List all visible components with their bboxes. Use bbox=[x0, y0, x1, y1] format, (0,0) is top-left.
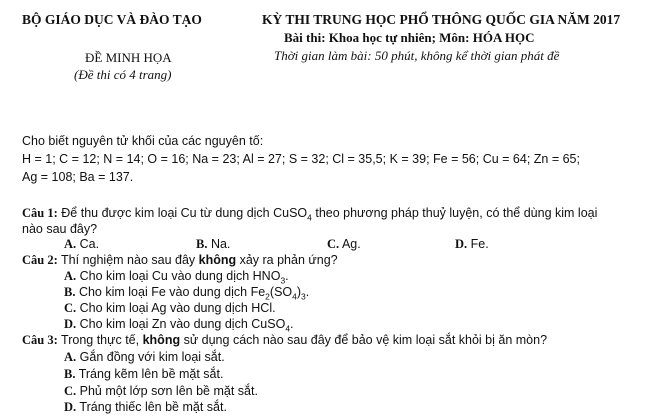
question-text: Để thu được kim loại Cu từ dung dịch CuSO bbox=[61, 206, 308, 220]
question-1-line2: nào sau đây? bbox=[22, 222, 98, 236]
question-label: Câu 2: bbox=[22, 253, 58, 267]
q2-option-b[interactable]: B. Cho kim loại Fe vào dung dịch $Fe_2(SO_4)_3$. bbox=[64, 285, 310, 302]
q3-option-d[interactable]: D. Tráng thiếc lên bề mặt sắt. bbox=[64, 400, 227, 414]
q1-option-b[interactable]: B. Na. bbox=[196, 237, 231, 251]
exam-title: KỲ THI TRUNG HỌC PHỔ THÔNG QUỐC GIA NĂM 2017 bbox=[262, 12, 621, 27]
draft-label: ĐỀ MINH HỌA bbox=[85, 50, 172, 65]
question-label: Câu 1: bbox=[22, 206, 58, 220]
q3-option-c[interactable]: C. Phủ một lớp sơn lên bề mặt sắt. bbox=[64, 384, 258, 398]
q2-option-a[interactable]: A. Cho kim loại Cu vào dung dịch $HNO_3$. bbox=[64, 269, 289, 286]
exam-subject: Bài thi: Khoa học tự nhiên; Môn: HÓA HỌC bbox=[284, 30, 535, 45]
q3-option-a[interactable]: A. Gắn đồng với kim loại sắt. bbox=[64, 350, 225, 364]
ministry-title: BỘ GIÁO DỤC VÀ ĐÀO TẠO bbox=[22, 12, 202, 27]
q1-option-c[interactable]: C. Ag. bbox=[327, 237, 361, 251]
q1-option-d[interactable]: D. Fe. bbox=[455, 237, 489, 251]
question-1: Câu 1: Để thu được kim loại Cu từ dung dịch CuSO$_4$ theo phương pháp thuỷ luyện, có thể dùng kim loại bbox=[22, 206, 598, 223]
atomic-mass-list-line1: H = 1; C = 12; N = 14; O = 16; Na = 23; Al = 27; S = 32; Cl = 35,5; K = 39; Fe = 56; Cu = 64; Zn = 65; bbox=[22, 152, 580, 166]
atomic-mass-list-line2: Ag = 108; Ba = 137. bbox=[22, 170, 134, 184]
time-note: Thời gian làm bài: 50 phút, không kể thời gian phát đề bbox=[274, 48, 560, 63]
atomic-mass-intro: Cho biết nguyên tử khối của các nguyên tố: bbox=[22, 134, 264, 148]
question-3: Câu 3: Trong thực tế, không sử dụng cách nào sau đây để bảo vệ kim loại sắt khỏi bị ăn mòn? bbox=[22, 333, 548, 347]
question-label: Câu 3: bbox=[22, 333, 58, 347]
q2-option-d[interactable]: D. Cho kim loại Zn vào dung dịch CuSO$_4$. bbox=[64, 317, 294, 334]
q3-option-b[interactable]: B. Tráng kẽm lên bề mặt sắt. bbox=[64, 367, 224, 381]
page-count-note: (Đề thi có 4 trang) bbox=[74, 67, 172, 82]
q2-option-c[interactable]: C. Cho kim loại Ag vào dung dịch HCl. bbox=[64, 301, 276, 315]
question-2: Câu 2: Thí nghiệm nào sau đây không xảy ra phản ứng? bbox=[22, 253, 338, 267]
q1-option-a[interactable]: A. Ca. bbox=[64, 237, 100, 251]
